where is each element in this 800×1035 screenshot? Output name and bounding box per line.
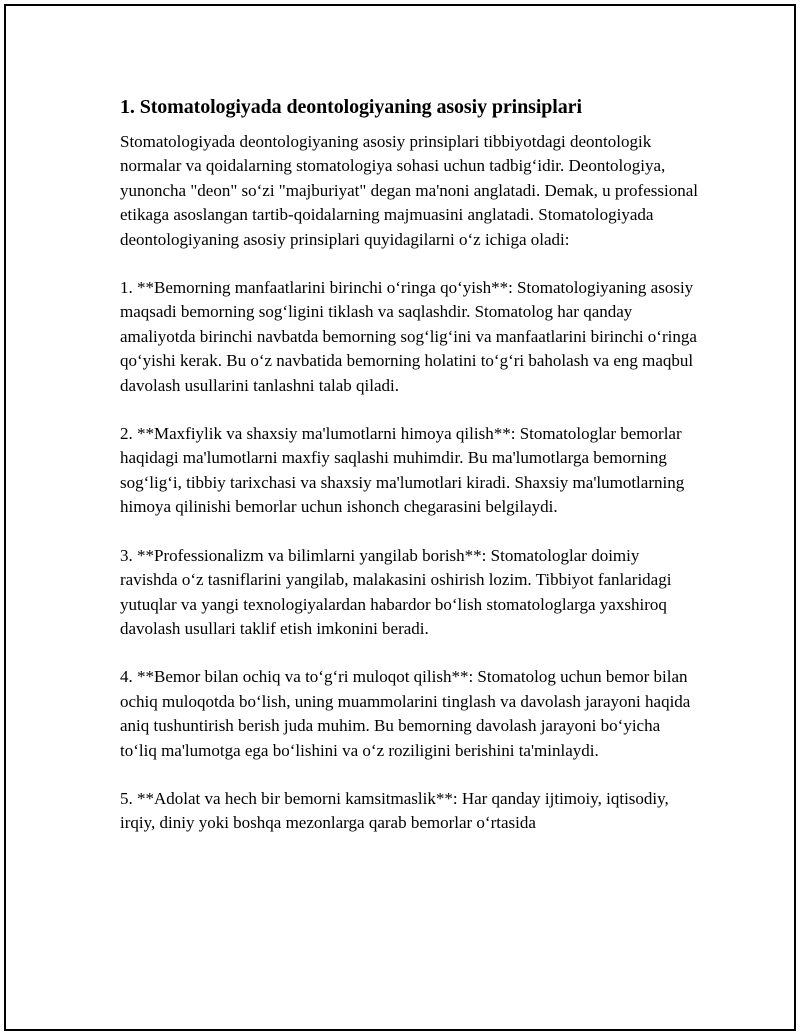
- principle-paragraph-2: 2. **Maxfiylik va shaxsiy ma'lumotlarni himoya qilish**: Stomatologlar bemorlar haqidagi ma'lumotlarni maxfiy saqlashi muhimdir. Bu ma'lumotlarga bemorning sog‘lig‘i, tibbiy tarixchasi va shaxsiy ma'lumotlari kiradi. Shaxsiy ma'lumotlarning himoya qilinishi bemorlar uchun ishonch chegarasini belgilaydi.: [120, 424, 685, 517]
- intro-paragraph: Stomatologiyada deontologiyaning asosiy prinsiplari tibbiyotdagi deontologik normalar va qoidalarning stomatologiya sohasi uchun tadbig‘idir. Deontologiya, yunoncha "deon" so‘zi "majburiyat" degan ma'noni anglatadi. Demak, u professional etikaga asoslangan tartib-qoidalarning majmuasini anglatadi. Stomatologiyada deontologiyaning asosiy prinsiplari quyidagilarni o‘z ichiga oladi:: [120, 132, 698, 249]
- document-body: [120, 94, 700, 860]
- principle-paragraph-5: 5. **Adolat va hech bir bemorni kamsitmaslik**: Har qanday ijtimoiy, iqtisodiy, irqiy, diniy yoki boshqa mezonlarga qarab bemorlar o‘rtasida: [120, 788, 669, 833]
- principle-paragraph-4: 4. **Bemor bilan ochiq va to‘g‘ri muloqot qilish**: Stomatolog uchun bemor bilan ochiq muloqotda bo‘lish, uning muammolarini tinglash va davolash jarayoni haqida aniq tushuntirish berish juda muhim. Bu bemorning davolash jarayoni bo‘yicha to‘liq ma'lumotga ega bo‘lishini va o‘z roziligini berishini ta'minlaydi.: [120, 667, 691, 760]
- principle-paragraph-3: 3. **Professionalizm va bilimlarni yangilab borish**: Stomatologlar doimiy ravishda o‘z tasniflarini yangilab, malakasini oshirish lozim. Tibbiyot fanlaridagi yutuqlar va yangi texnologiyalardan habardor bo‘lish stomatologlarga yaxshiroq davolash usullari taklif etish imkonini beradi.: [120, 545, 672, 638]
- section-heading: 1. Stomatologiyada deontologiyaning asosiy prinsiplari: [120, 96, 582, 118]
- page-frame: [4, 4, 796, 1031]
- principle-paragraph-1: 1. **Bemorning manfaatlarini birinchi o‘ringa qo‘yish**: Stomatologiyaning asosiy maqsadi bemorning sog‘ligini tiklash va saqlashdir. Stomatolog har qanday amaliyotda birinchi navbatda bemorning sog‘lig‘ini va manfaatlarini birinchi o‘ringa qo‘yishi kerak. Bu o‘z navbatida bemorning holatini to‘g‘ri baholash va eng maqbul davolash usullarini tanlashni talab qiladi.: [120, 278, 697, 395]
